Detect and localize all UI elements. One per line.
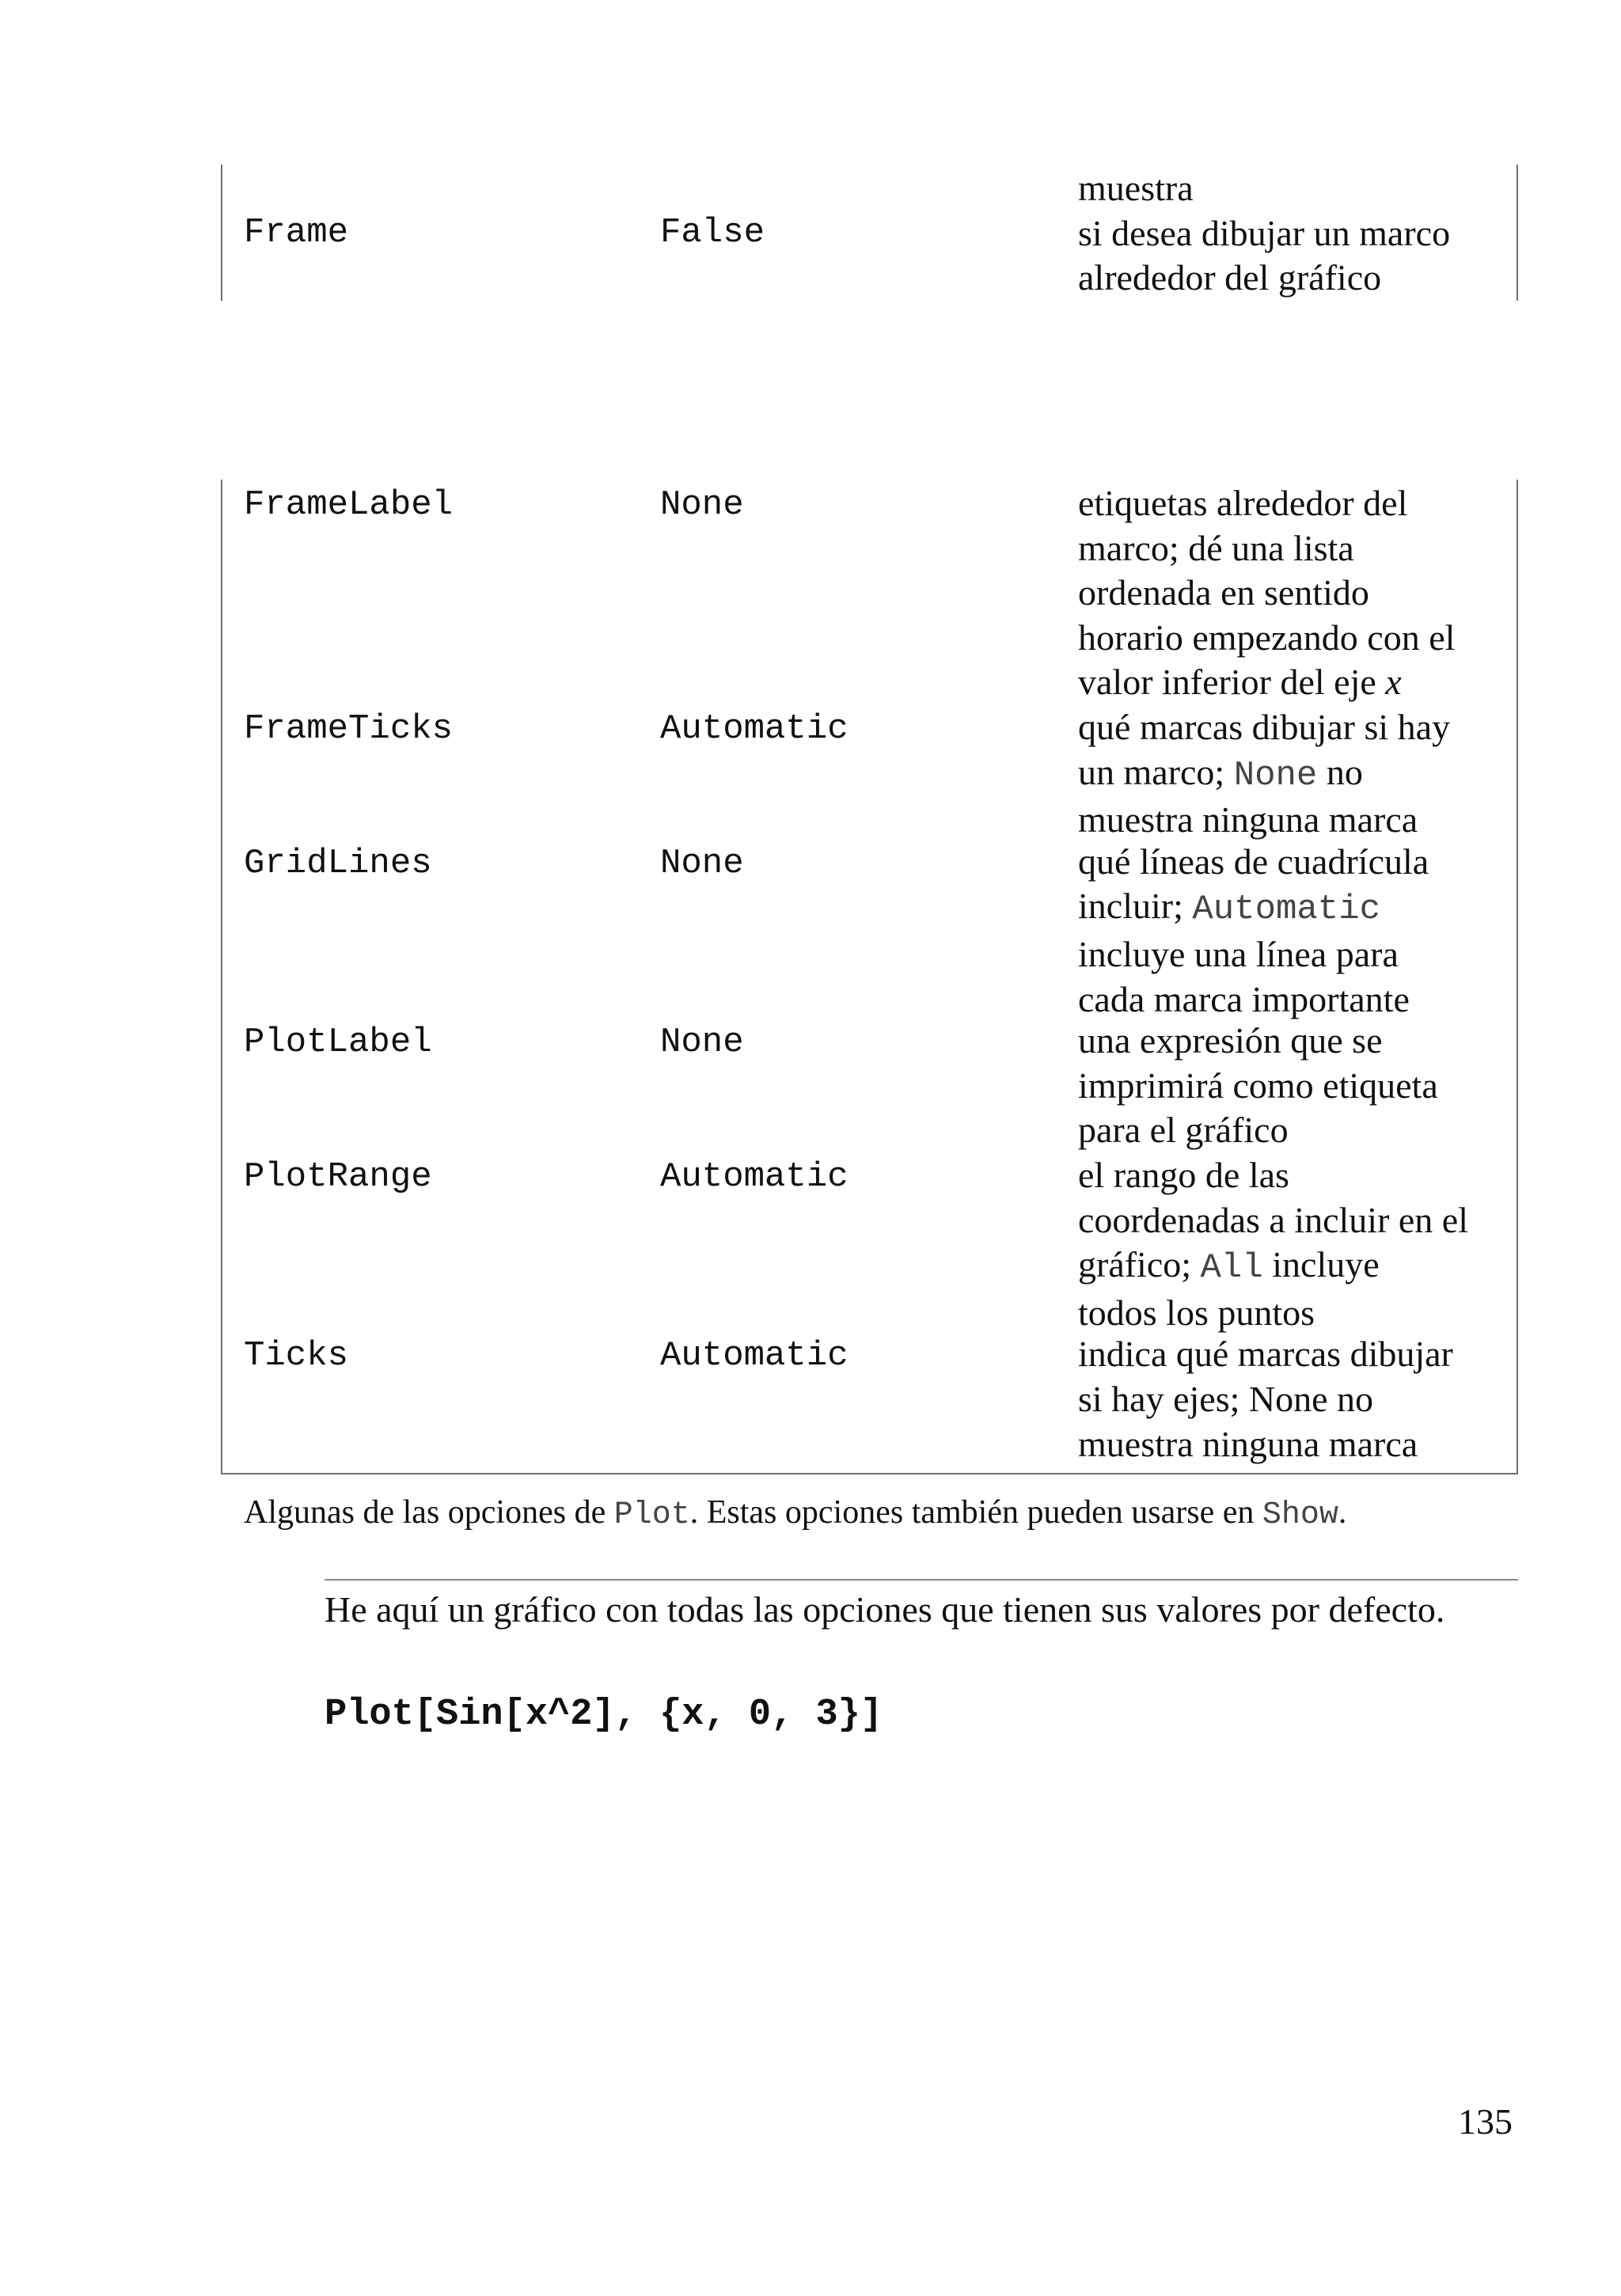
option-name-plotrange: PlotRange [244,1157,432,1197]
option-default-framelabel: None [660,485,744,525]
inline-code: None [1233,755,1318,795]
option-name-frame: Frame [244,213,349,252]
italic-symbol: x [1385,662,1402,703]
option-desc-frame [1078,166,1450,301]
desc-line: marco; dé una lista [1078,527,1354,568]
desc-line: ordenada en sentido [1078,572,1369,613]
desc-line: qué líneas de cuadrícula [1078,841,1429,882]
option-default-plotlabel: None [660,1023,744,1063]
desc-line: incluye una línea para [1078,933,1399,974]
desc-line: alrededor del gráfico [1078,257,1382,298]
section-divider [325,1579,1518,1581]
caption-code-plot: Plot [613,1497,690,1533]
option-desc-plotlabel [1078,1019,1438,1153]
table-right-border [1517,480,1518,1474]
option-default-frame: False [660,213,765,252]
option-desc-gridlines [1078,840,1429,1022]
table-caption: Algunas de las opciones de Plot. Estas opciones también pueden usarse en Show. [244,1494,1347,1533]
option-desc-plotrange [1078,1153,1468,1335]
option-name-frameticks: FrameTicks [244,709,454,749]
desc-line: imprimirá como etiqueta [1078,1065,1438,1106]
desc-line: todos los puntos [1078,1292,1315,1333]
desc-line: etiquetas alrededor del [1078,483,1408,523]
desc-line: muestra ninguna marca [1078,799,1418,841]
option-name-framelabel: FrameLabel [244,485,454,525]
desc-line: valor inferior del eje x [1078,662,1402,703]
page-number: 135 [1458,2101,1513,2142]
desc-line: incluir; Automatic [1078,886,1380,930]
desc-line: para el gráfico [1078,1110,1289,1151]
caption-code-show: Show [1262,1497,1338,1533]
table-right-border [1517,165,1518,301]
desc-line: si hay ejes; None no [1078,1378,1374,1419]
desc-line: muestra ninguna marca [1078,1423,1418,1464]
inline-code: All [1200,1248,1263,1288]
option-desc-ticks [1078,1332,1453,1467]
input-code: Plot[Sin[x^2], {x, 0, 3}] [325,1694,883,1736]
option-name-gridlines: GridLines [244,843,432,883]
desc-line: un marco; None no [1078,751,1363,795]
option-default-ticks: Automatic [660,1336,848,1376]
desc-line: gráfico; All incluye [1078,1244,1380,1288]
desc-line: si desea dibujar un marco [1078,212,1451,253]
table-left-border [221,480,222,1474]
desc-line: el rango de las [1078,1155,1289,1195]
desc-line: horario empezando con el [1078,617,1456,658]
option-name-ticks: Ticks [244,1336,349,1376]
table-left-border [221,165,222,301]
option-name-plotlabel: PlotLabel [244,1023,432,1063]
desc-line: coordenadas a incluir en el [1078,1199,1468,1240]
option-default-frameticks: Automatic [660,709,848,749]
option-desc-frameticks [1078,705,1450,843]
desc-line: muestra [1078,168,1194,208]
desc-line: indica qué marcas dibujar [1078,1334,1453,1375]
explanation-text: He aquí un gráfico con todas las opciones que tienen sus valores por defecto. [325,1589,1445,1630]
desc-line: cada marca importante [1078,978,1410,1019]
option-desc-framelabel [1078,481,1455,705]
inline-code: Automatic [1192,890,1380,930]
option-default-plotrange: Automatic [660,1157,848,1197]
desc-line: qué marcas dibujar si hay [1078,707,1451,747]
option-default-gridlines: None [660,843,744,883]
table-bottom-border [221,1473,1518,1474]
desc-line: una expresión que se [1078,1020,1383,1061]
